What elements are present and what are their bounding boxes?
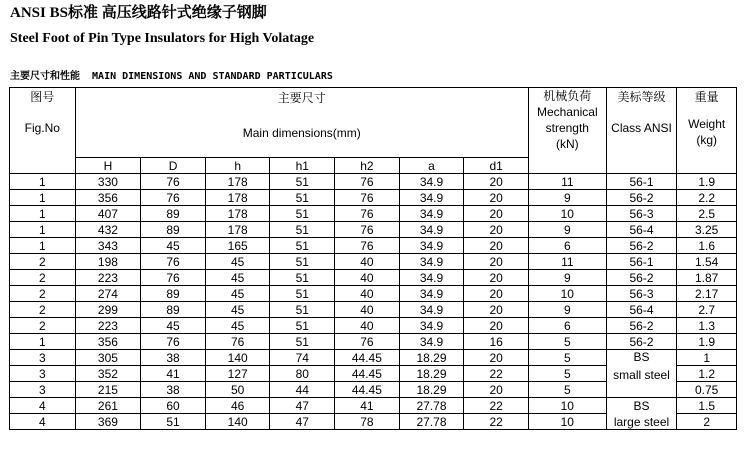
mechanical-strength-header-en3: (kN) — [555, 137, 579, 151]
main-dimensions-header — [75, 88, 528, 158]
cell-a: 34.9 — [399, 334, 464, 350]
cell-a: 27.78 — [399, 414, 464, 430]
cell-h: 343 — [75, 238, 141, 254]
table-row — [10, 334, 737, 350]
cell-weight: 0.75 — [677, 382, 737, 398]
class-ansi-header-en: Class ANSI — [611, 121, 672, 135]
cell-h1: 80 — [270, 366, 335, 382]
cell-d: 89 — [141, 222, 206, 238]
cell-class-ansi: 56-2 — [606, 270, 677, 286]
cell-d: 76 — [141, 334, 206, 350]
cell-h1: 51 — [270, 302, 335, 318]
table-row — [10, 350, 737, 366]
cell-h1: 51 — [270, 174, 335, 190]
cell-d: 76 — [141, 190, 206, 206]
cell-fig: 2 — [10, 286, 76, 302]
cell-d1: 20 — [464, 302, 529, 318]
mechanical-strength-header-cn: 机械负荷 — [543, 89, 592, 103]
cell-mech: 11 — [528, 254, 606, 270]
cell-class-ansi: 56-4 — [606, 222, 677, 238]
cell-h1: 74 — [270, 350, 335, 366]
cell-h: 45 — [205, 270, 270, 286]
cell-h: 299 — [75, 302, 141, 318]
cell-weight: 1.9 — [677, 174, 737, 190]
cell-h1: 51 — [270, 318, 335, 334]
cell-class-ansi: 56-1 — [606, 174, 677, 190]
cell-h2: 44.45 — [335, 350, 400, 366]
cell-h: 45 — [205, 254, 270, 270]
cell-d1: 22 — [464, 398, 529, 414]
table-row — [10, 222, 737, 238]
cell-weight: 2.7 — [677, 302, 737, 318]
table-header-row — [10, 88, 737, 158]
col-header-h1: h1 — [270, 158, 335, 174]
fig-no-header-en: Fig.No — [24, 121, 60, 135]
cell-a: 34.9 — [399, 286, 464, 302]
cell-h: 305 — [75, 350, 141, 366]
cell-class-ansi: 56-2 — [606, 318, 677, 334]
cell-h: 198 — [75, 254, 141, 270]
cell-fig: 4 — [10, 414, 76, 430]
cell-mech: 10 — [528, 286, 606, 302]
cell-d: 89 — [141, 206, 206, 222]
cell-h: 223 — [75, 318, 141, 334]
cell-h1: 51 — [270, 286, 335, 302]
cell-class-ansi: 56-2 — [606, 334, 677, 350]
cell-h2: 40 — [335, 270, 400, 286]
cell-d1: 20 — [464, 238, 529, 254]
cell-a: 18.29 — [399, 382, 464, 398]
cell-class-ansi: 56-3 — [606, 286, 677, 302]
cell-d: 76 — [141, 254, 206, 270]
cell-h2: 40 — [335, 318, 400, 334]
cell-class-ansi: 56-2 — [606, 238, 677, 254]
cell-fig: 3 — [10, 382, 76, 398]
cell-weight: 2.17 — [677, 286, 737, 302]
cell-d1: 20 — [464, 286, 529, 302]
table-row — [10, 254, 737, 270]
cell-h: 407 — [75, 206, 141, 222]
cell-mech: 5 — [528, 350, 606, 366]
cell-mech: 9 — [528, 270, 606, 286]
cell-h1: 51 — [270, 238, 335, 254]
cell-h1: 47 — [270, 398, 335, 414]
weight-header-cn: 重量 — [694, 90, 719, 104]
main-dimensions-header-en: Main dimensions(mm) — [242, 126, 361, 140]
cell-a: 34.9 — [399, 190, 464, 206]
cell-mech: 9 — [528, 302, 606, 318]
cell-h2: 40 — [335, 302, 400, 318]
cell-h: 46 — [205, 398, 270, 414]
cell-weight: 2.5 — [677, 206, 737, 222]
cell-weight: 1 — [677, 350, 737, 366]
cell-h: 274 — [75, 286, 141, 302]
cell-h: 369 — [75, 414, 141, 430]
cell-h: 76 — [205, 334, 270, 350]
cell-mech: 6 — [528, 318, 606, 334]
table-row — [10, 174, 737, 190]
table-row — [10, 270, 737, 286]
col-header-h2: h2 — [335, 158, 400, 174]
col-header-D: D — [141, 158, 206, 174]
cell-h2: 76 — [335, 222, 400, 238]
cell-a: 34.9 — [399, 254, 464, 270]
cell-mech: 9 — [528, 190, 606, 206]
table-row — [10, 206, 737, 222]
cell-weight: 1.9 — [677, 334, 737, 350]
cell-d: 51 — [141, 414, 206, 430]
cell-h2: 44.45 — [335, 366, 400, 382]
cell-d: 38 — [141, 350, 206, 366]
cell-d1: 22 — [464, 366, 529, 382]
cell-mech: 5 — [528, 382, 606, 398]
cell-d: 60 — [141, 398, 206, 414]
cell-h2: 40 — [335, 254, 400, 270]
cell-h2: 44.45 — [335, 382, 400, 398]
cell-mech: 5 — [528, 366, 606, 382]
cell-h2: 76 — [335, 190, 400, 206]
cell-fig: 1 — [10, 174, 76, 190]
mechanical-strength-header-en1: Mechanical — [536, 105, 598, 119]
cell-a: 34.9 — [399, 238, 464, 254]
mechanical-strength-header — [528, 88, 606, 174]
weight-header — [677, 88, 737, 174]
cell-d1: 20 — [464, 350, 529, 366]
cell-h2: 76 — [335, 238, 400, 254]
cell-d: 76 — [141, 174, 206, 190]
cell-d1: 20 — [464, 382, 529, 398]
main-dimensions-header-cn: 主要尺寸 — [277, 91, 326, 105]
cell-h2: 76 — [335, 206, 400, 222]
cell-h1: 51 — [270, 270, 335, 286]
cell-h2: 76 — [335, 334, 400, 350]
cell-d1: 16 — [464, 334, 529, 350]
class-line-1: BS — [633, 398, 650, 413]
cell-fig: 3 — [10, 366, 76, 382]
cell-fig: 2 — [10, 318, 76, 334]
cell-h: 45 — [205, 318, 270, 334]
cell-d: 41 — [141, 366, 206, 382]
cell-class-ansi: 56-1 — [606, 254, 677, 270]
cell-d: 89 — [141, 286, 206, 302]
cell-weight: 1.5 — [677, 398, 737, 414]
table-row — [10, 190, 737, 206]
weight-header-en2: (kg) — [696, 133, 717, 147]
cell-weight: 2.2 — [677, 190, 737, 206]
class-bs-large-steel — [606, 398, 677, 430]
cell-h: 215 — [75, 382, 141, 398]
cell-fig: 1 — [10, 190, 76, 206]
cell-fig: 1 — [10, 238, 76, 254]
cell-h1: 44 — [270, 382, 335, 398]
cell-weight: 1.54 — [677, 254, 737, 270]
cell-h: 45 — [205, 302, 270, 318]
cell-mech: 6 — [528, 238, 606, 254]
cell-fig: 1 — [10, 222, 76, 238]
col-header-H: H — [75, 158, 141, 174]
page-title-cn: ANSI BS标准 高压线路针式绝缘子钢脚 — [10, 5, 267, 21]
col-header-a: a — [399, 158, 464, 174]
fig-no-header-cn: 图号 — [30, 90, 55, 104]
cell-class-ansi: 56-3 — [606, 206, 677, 222]
cell-h: 140 — [205, 414, 270, 430]
cell-d1: 20 — [464, 270, 529, 286]
cell-d: 76 — [141, 270, 206, 286]
cell-a: 34.9 — [399, 302, 464, 318]
cell-h2: 76 — [335, 174, 400, 190]
table-row — [10, 238, 737, 254]
class-ansi-header-cn: 美标等级 — [617, 90, 666, 104]
cell-h: 352 — [75, 366, 141, 382]
cell-h: 261 — [75, 398, 141, 414]
cell-a: 34.9 — [399, 174, 464, 190]
cell-fig: 1 — [10, 206, 76, 222]
cell-h: 178 — [205, 190, 270, 206]
cell-d: 89 — [141, 302, 206, 318]
cell-h: 127 — [205, 366, 270, 382]
page-title-en: Steel Foot of Pin Type Insulators for High Volatage — [10, 31, 315, 46]
cell-h2: 40 — [335, 286, 400, 302]
cell-h: 432 — [75, 222, 141, 238]
cell-d1: 22 — [464, 414, 529, 430]
cell-fig: 2 — [10, 270, 76, 286]
cell-a: 34.9 — [399, 318, 464, 334]
cell-d1: 20 — [464, 174, 529, 190]
cell-h1: 51 — [270, 334, 335, 350]
cell-h: 356 — [75, 190, 141, 206]
cell-d1: 20 — [464, 318, 529, 334]
cell-d1: 20 — [464, 222, 529, 238]
cell-weight: 1.3 — [677, 318, 737, 334]
cell-d: 45 — [141, 318, 206, 334]
class-ansi-header — [606, 88, 677, 174]
table-row — [10, 302, 737, 318]
cell-h: 178 — [205, 206, 270, 222]
cell-h: 50 — [205, 382, 270, 398]
cell-a: 18.29 — [399, 350, 464, 366]
cell-d1: 20 — [464, 190, 529, 206]
cell-h: 165 — [205, 238, 270, 254]
cell-mech: 10 — [528, 414, 606, 430]
cell-fig: 1 — [10, 334, 76, 350]
cell-a: 34.9 — [399, 206, 464, 222]
cell-h2: 41 — [335, 398, 400, 414]
cell-weight: 2 — [677, 414, 737, 430]
class-line-2: small steel — [613, 368, 670, 382]
cell-class-ansi: 56-4 — [606, 302, 677, 318]
cell-a: 18.29 — [399, 366, 464, 382]
col-header-h: h — [205, 158, 270, 174]
cell-h: 45 — [205, 286, 270, 302]
cell-class-ansi: 56-2 — [606, 190, 677, 206]
mechanical-strength-header-en2: strength — [545, 121, 589, 135]
cell-h: 223 — [75, 270, 141, 286]
cell-weight: 1.6 — [677, 238, 737, 254]
cell-h1: 51 — [270, 206, 335, 222]
dimensions-table — [9, 87, 737, 430]
cell-mech: 9 — [528, 222, 606, 238]
cell-h2: 78 — [335, 414, 400, 430]
cell-weight: 1.87 — [677, 270, 737, 286]
table-row — [10, 318, 737, 334]
cell-d: 45 — [141, 238, 206, 254]
cell-d: 38 — [141, 382, 206, 398]
class-line-2: large steel — [613, 414, 670, 429]
cell-fig: 4 — [10, 398, 76, 414]
cell-h: 330 — [75, 174, 141, 190]
class-line-1: BS — [633, 350, 650, 364]
table-row — [10, 286, 737, 302]
cell-weight: 1.2 — [677, 366, 737, 382]
col-header-d1: d1 — [464, 158, 529, 174]
cell-fig: 3 — [10, 350, 76, 366]
cell-a: 34.9 — [399, 222, 464, 238]
section-label: 主要尺寸和性能 MAIN DIMENSIONS AND STANDARD PARTICULARS — [10, 71, 333, 82]
cell-mech: 10 — [528, 206, 606, 222]
cell-mech: 11 — [528, 174, 606, 190]
cell-d1: 20 — [464, 254, 529, 270]
cell-mech: 10 — [528, 398, 606, 414]
cell-h: 178 — [205, 222, 270, 238]
fig-no-header — [10, 88, 76, 174]
cell-h1: 51 — [270, 222, 335, 238]
cell-h1: 47 — [270, 414, 335, 430]
class-bs-small-steel — [606, 350, 677, 398]
cell-h: 356 — [75, 334, 141, 350]
cell-weight: 3.25 — [677, 222, 737, 238]
cell-a: 27.78 — [399, 398, 464, 414]
cell-h: 178 — [205, 174, 270, 190]
cell-a: 34.9 — [399, 270, 464, 286]
cell-fig: 2 — [10, 302, 76, 318]
table-row — [10, 398, 737, 414]
cell-d1: 20 — [464, 206, 529, 222]
cell-h: 140 — [205, 350, 270, 366]
cell-mech: 5 — [528, 334, 606, 350]
cell-fig: 2 — [10, 254, 76, 270]
weight-header-en1: Weight — [688, 117, 726, 131]
cell-h1: 51 — [270, 190, 335, 206]
cell-h1: 51 — [270, 254, 335, 270]
